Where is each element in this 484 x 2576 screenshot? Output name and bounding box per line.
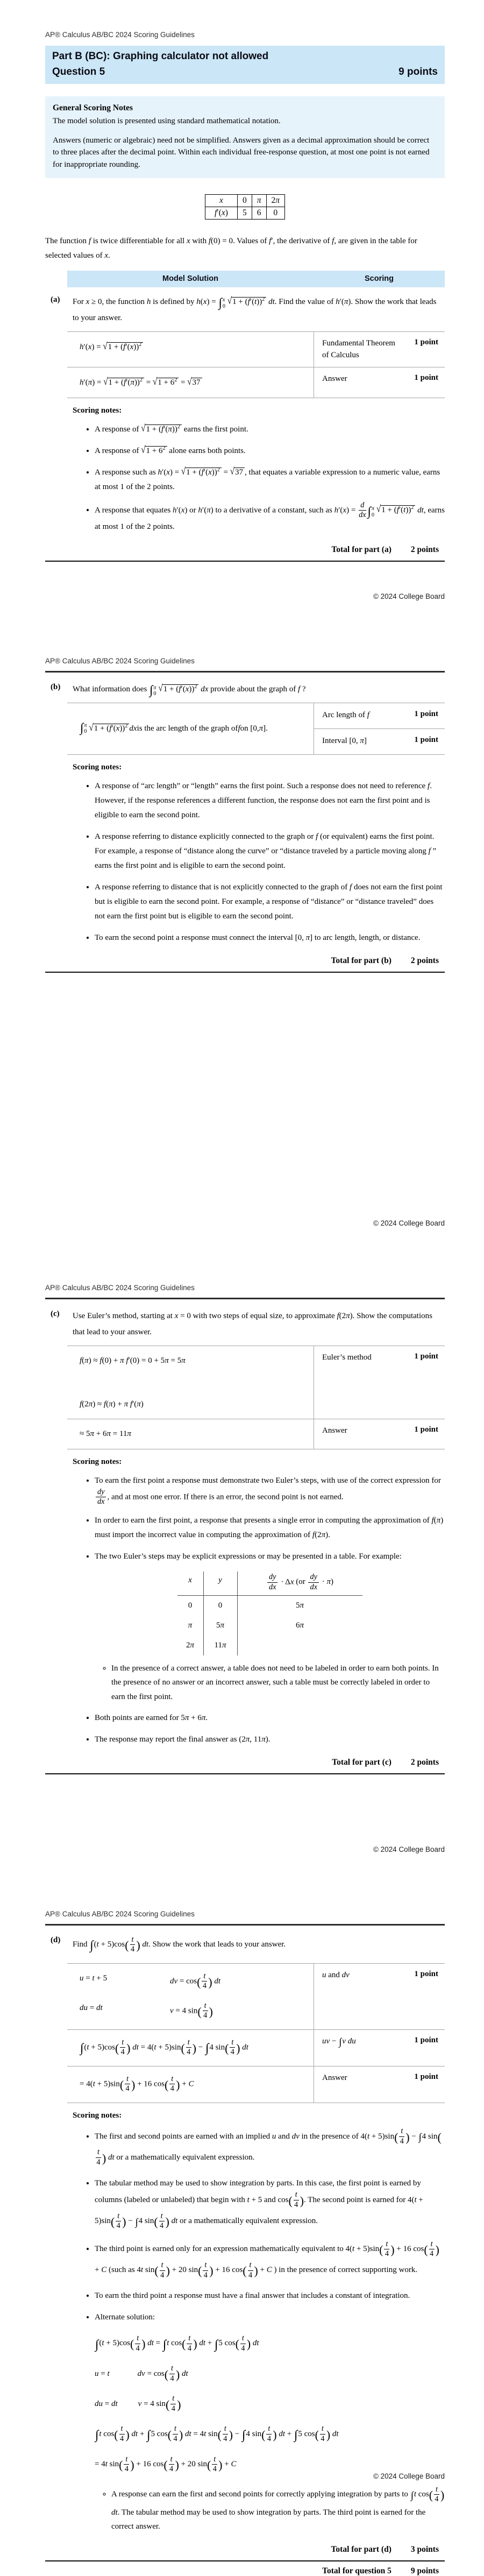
banner-points: 9 points [398, 66, 438, 77]
scoring-note: • To earn the third point a response must have a final answer that includes a constant of integration. [95, 2289, 445, 2303]
table-row [205, 195, 284, 207]
scoring-points: 1 point [414, 735, 438, 744]
scoring-cell [314, 729, 445, 754]
scoring-note: • A response of $√1 + 6^2$ alone earns both points. [95, 444, 445, 458]
table-row [67, 367, 445, 398]
scoring-note: • In order to earn the first point, a response that presents a single error in computing the approximation of f(π) must import the incorrect value in computing the approximation of f(2π). [95, 1513, 445, 1542]
total-points: 9 points [410, 2566, 439, 2575]
scoring-label: Euler’s method [322, 1353, 372, 1362]
part-d-total [45, 2545, 445, 2554]
total-points: 2 points [410, 1757, 439, 1767]
scoring-note: • A response of $√1 + (f'(\pi))^2$ earns the first point. [95, 422, 445, 437]
alt-line: ∫(t + 5)cos( $\frac{t}{4}$ ) dt = ∫t cos( $\frac{t}{4}$ ) dt + ∫5 cos( $\frac{t}{4}$ ) dt [95, 2334, 259, 2353]
part-b-solution-table [67, 703, 445, 755]
scoring-points: 1 point [414, 710, 438, 719]
v-definition: v = 4 sin( $\frac{t}{4}$ ) [170, 2001, 213, 2020]
scoring-label: Interval [0, π] [322, 736, 367, 745]
solution-cell [67, 1964, 314, 2029]
sub-note: ◦ A response can earn the first and second points for correctly applying integration by parts to ∫t cos( $\frac{t}{4}$ ) dt. The tabular method may be used to show integration by parts. The third point is earned for the correct answer. [111, 2485, 445, 2534]
u-dv-grid [80, 1972, 308, 2021]
scoring-note: • A response referring to distance that is not explicitly connected to the graph of f does not earn the first point but is eligible to earn the second point. For example, a response of “distance” or “distance traveled” does not earn the first point but is eligible to earn the second point. [95, 880, 445, 924]
values-x-2: 2π [266, 195, 285, 207]
table-row [67, 2067, 445, 2103]
copyright-footer: © 2024 College Board [373, 2472, 445, 2480]
alt-line: u = t dv = cos( $\frac{t}{4}$ ) dt [95, 2364, 188, 2383]
euler-cell [238, 1636, 362, 1655]
euler-step-1: f(π) ≈ f(0) + π f′(0) = 0 + 5π = 5π [80, 1356, 186, 1365]
part-a [51, 294, 445, 534]
page-2 [0, 626, 484, 1253]
euler-cell: 0 [203, 1596, 238, 1616]
table-row [67, 1419, 445, 1449]
euler-step-2: f(2π) ≈ f(π) + π f′(π) [80, 1399, 144, 1409]
total-points: 2 points [410, 545, 439, 555]
values-x-1: π [252, 195, 266, 207]
alt-line: = 4t sin( $\frac{t}{4}$ ) + 16 cos( $\frac{t}{4}$ ) + 20 sin( $\frac{t}{4}$ ) + C [95, 2454, 237, 2474]
scoring-column [314, 703, 445, 754]
scoring-note: • A response that equates h′(x) or h′(π) to a derivative of a constant, such as h′(x) = $\frac{d}{dx}$ ∫ π 0 $√1 + (f'(t))^2$ dt, earns at most 1 of the 2 points. [95, 501, 445, 534]
values-fprime-label: f′(x) [205, 207, 237, 220]
total-points: 3 points [410, 2544, 439, 2554]
copyright-footer: © 2024 College Board [373, 1845, 445, 1853]
scoring-note: • A response referring to distance explicitly connected to the graph or f (or equivalent) earns the first point. For example, a response of “distance along the curve” or “distance traveled by a particle moving along f ” earns the first point and is eligible to earn the second point. [95, 830, 445, 873]
alt-line: ∫t cos( $\frac{t}{4}$ ) dt + ∫5 cos( $\frac{t}{4}$ ) dt = 4t sin( $\frac{t}{4}$ ) − ∫4 sin( $\frac{t}{4}$ ) dt + ∫5 cos( $\frac{t}{4}$ ) dt [95, 2424, 339, 2444]
total-label: Total for part (b) [331, 956, 392, 965]
part-c-label: (c) [51, 1310, 60, 1318]
scoring-note: • The tabular method may be used to show integration by parts. In this case, the first point is earned by columns (labeled or unlabeled) that begin with t + 5 and cos( $\frac{t}{4}$ ). The second point is earned for 4(t + 5)sin( $\frac{t}{4}$ ) − ∫4 sin( $\frac{t}{4}$ ) dt or a mathematically equivalent expression. [95, 2176, 445, 2233]
scoring-points: 1 point [414, 1425, 438, 1434]
scoring-note: • To earn the first point a response must demonstrate two Euler’s steps, with use of the correct expression for $\frac{dy}{dx}$ , and at most one error. If there is an error, the second point is not earned. [95, 1474, 445, 1506]
solution-cell: ∫(t + 5)cos( $\frac{t}{4}$ ) dt = 4(t + 5)sin( $\frac{t}{4}$ ) − ∫4 sin( $\frac{t}{4}$ ) dt [80, 2037, 248, 2057]
divider [45, 671, 445, 673]
solution-cell: $h'(x) = √1 + (f'(x))^2$ [67, 332, 314, 367]
scoring-label: u and dv [322, 1970, 350, 1979]
divider [45, 1773, 445, 1774]
doc-title: AP® Calculus AB/BC 2024 Scoring Guidelines [45, 31, 195, 39]
part-b-question: What information does ∫ π 0 $√1 + (f'(x))^2$ dx provide about the graph of f ? [73, 683, 306, 698]
general-notes-title: General Scoring Notes [53, 103, 133, 112]
scoring-note: • Both points are earned for 5π + 6π. [95, 1711, 445, 1725]
copyright-footer: © 2024 College Board [373, 592, 445, 600]
scoring-notes-list [73, 1474, 445, 1747]
sub-note: ◦ In the presence of a correct answer, a table does not need to be labeled in order to earn both points. In the presence of no answer or an incorrect answer, such a table must be correctly labeled in order to earn the first point. [111, 1661, 445, 1704]
note-text: The two Euler’s steps may be explicit expressions or may be presented in a table. For example: [95, 1552, 402, 1561]
scoring-cell [314, 367, 445, 398]
dv-definition: dv = cos( $\frac{t}{4}$ ) dt [170, 1971, 221, 1991]
scoring-points: 1 point [414, 1352, 438, 1361]
scoring-label: Arc length of f [322, 711, 369, 720]
scoring-points: 1 point [414, 373, 438, 383]
scoring-label: Answer [322, 1426, 347, 1435]
divider [45, 2560, 445, 2561]
part-c-total [45, 1758, 445, 1767]
part-b-total [45, 956, 445, 966]
scoring-cell [314, 1419, 445, 1449]
euler-col-slope: $\frac{dy}{dx}$ · Δx (or $\frac{dy}{dx}$ · π) [238, 1572, 362, 1596]
part-c-solution-table [67, 1346, 445, 1449]
part-d [51, 1934, 445, 2534]
problem-intro: The function f is twice differentiable for all x with f(0) = 0. Values of f′, the derivative of f, are given in the table for selected values of x. [45, 237, 417, 260]
part-c-question: Use Euler’s method, starting at x = 0 with two steps of equal size, to approximate f(2π). Show the computations that lead to your answer. [73, 1312, 432, 1336]
part-d-label: (d) [51, 1936, 61, 1944]
scoring-note: • The response may report the final answer as (2π, 11π). [95, 1732, 445, 1747]
divider [45, 1298, 445, 1299]
doc-title: AP® Calculus AB/BC 2024 Scoring Guidelines [45, 1910, 195, 1918]
divider [45, 972, 445, 973]
values-f-0: 5 [237, 207, 252, 220]
table-row [67, 332, 445, 368]
part-a-label: (a) [51, 295, 60, 304]
scoring-cell [314, 2067, 445, 2103]
scoring-points: 1 point [414, 337, 438, 346]
scoring-cell [314, 1346, 445, 1419]
total-points: 2 points [410, 956, 439, 965]
page-4 [0, 1879, 484, 2575]
part-d-question: Find ∫(t + 5)cos( $\frac{t}{4}$ ) dt. Show the work that leads to your answer. [73, 1935, 286, 1954]
model-solution-header: Model Solution [162, 274, 218, 283]
euler-cell: 6π [295, 1621, 304, 1630]
part-banner [45, 46, 445, 84]
solution-cell: ≈ 5π + 6π = 11π [80, 1429, 131, 1438]
euler-cell: 11π [203, 1636, 238, 1655]
scoring-note: • To earn the second point a response must connect the interval [0, π] to arc length, length, or distance. [95, 931, 445, 945]
scoring-notes-title: Scoring notes: [73, 1457, 122, 1466]
scoring-notes-title: Scoring notes: [73, 2111, 122, 2120]
scoring-note: • The first and second points are earned with an implied u and dv in the presence of 4(t + 5)sin( $\frac{t}{4}$ ) − ∫4 sin( $\frac{t}{4}$ ) dt or a mathematically equivalent expression. [95, 2127, 445, 2169]
page-3 [0, 1253, 484, 1879]
values-x-0: 0 [237, 195, 252, 207]
euler-cell: 5π [203, 1616, 238, 1636]
scoring-note: • A response such as $h'(x) = √1 + (f'(x))^2 = √37$ , that equates a variable expression to a numeric value, earns at most 1 of the 2 points. [95, 465, 445, 494]
scoring-note [95, 1549, 445, 1704]
solution-table-header [67, 271, 445, 287]
scoring-points: 1 point [414, 2072, 438, 2081]
table-row [67, 2030, 445, 2067]
scoring-points: 1 point [414, 2035, 438, 2044]
part-a-question: For x ≥ 0, the function h is defined by h(x) = ∫ x 0 $√1 + (f'(t))^2$ dt. Find the value of h′(π). Show the work that leads to your answer. [73, 295, 437, 322]
solution-cell [67, 1346, 314, 1419]
euler-example-table [177, 1572, 362, 1655]
table-row [67, 1964, 445, 2030]
general-notes-p2: Answers (numeric or algebraic) need not be simplified. Answers given as a decimal approximation should be correct to three places after the decimal point. Within each individual free-response question, at most one point is not earned for inappropriate rounding. [53, 136, 430, 169]
scoring-label: Fundamental Theorem of Calculus [322, 338, 395, 359]
values-x-label: x [205, 195, 237, 207]
divider [45, 1924, 445, 1926]
solution-cell: = 4(t + 5)sin( $\frac{t}{4}$ ) + 16 cos( $\frac{t}{4}$ ) + C [80, 2074, 194, 2093]
scoring-note [95, 2310, 445, 2533]
part-b-label: (b) [51, 683, 61, 691]
table-row [67, 1346, 445, 1419]
scoring-notes-title: Scoring notes: [73, 406, 122, 415]
solution-cell: $h'(\pi) = √1 + (f'(\pi))^2 = √1 + 6^2 = √37$ [67, 367, 314, 398]
u-definition: u = t + 5 [80, 1973, 108, 1983]
scoring-label: uv − ∫v du [322, 2036, 356, 2048]
scoring-cell [314, 703, 445, 729]
doc-title: AP® Calculus AB/BC 2024 Scoring Guidelines [45, 657, 195, 665]
scoring-note: • The third point is earned only for an expression mathematically equivalent to 4(t + 5)sin( $\frac{t}{4}$ ) + 16 cos( $\frac{t}{4}$ ) + C (such as 4t sin( $\frac{t}{4}$ ) + 20 sin( $\frac{t}{4}$ ) + 16 cos( $\frac{t}{4}$ ) + C ) in the presence of correct supporting work. [95, 2240, 445, 2282]
solution-cell: ∫ π 0 $√1 + (f'(x))^2$ dx is the arc length of the graph of f on [0, π ]. [80, 721, 268, 735]
du-definition: du = dt [80, 2003, 103, 2012]
divider [45, 561, 445, 562]
scoring-cell [314, 2030, 445, 2066]
total-label: Total for part (c) [332, 1757, 392, 1767]
scoring-note: • A response of “arc length” or “length” earns the first point. Such a response does not need to reference f. However, if the response references a different function, the response does not earn the first point and is eligible to earn the second point. [95, 779, 445, 823]
euler-cell: 2π [186, 1641, 194, 1650]
alternate-solution-block [95, 2334, 445, 2476]
table-row [205, 207, 284, 220]
part-a-solution-table [67, 331, 445, 398]
total-label: Total for part (a) [331, 545, 392, 555]
sub-notes-list [95, 1661, 445, 1704]
values-f-2: 0 [266, 207, 285, 220]
banner-title: Part B (BC): Graphing calculator not allowed [52, 51, 269, 62]
scoring-label: Answer [322, 374, 347, 384]
euler-col-y: y [203, 1572, 238, 1596]
scoring-points: 1 point [414, 1969, 438, 1978]
scoring-label: Answer [322, 2073, 347, 2082]
scoring-notes-list [73, 422, 445, 534]
part-c [51, 1308, 445, 1747]
alt-line: du = dt v = 4 sin( $\frac{t}{4}$ ) [95, 2394, 181, 2413]
doc-title: AP® Calculus AB/BC 2024 Scoring Guidelines [45, 1284, 195, 1292]
euler-cell: π [188, 1621, 193, 1630]
part-a-total [45, 545, 445, 555]
general-scoring-notes [45, 96, 445, 178]
scoring-header: Scoring [365, 274, 394, 283]
banner-question-number: Question 5 [52, 66, 105, 77]
general-notes-p1: The model solution is presented using standard mathematical notation. [53, 117, 281, 126]
euler-cell: 5π [295, 1601, 304, 1610]
scoring-cell [314, 332, 445, 367]
sub-notes-list [95, 2485, 445, 2534]
euler-col-x: x [177, 1572, 203, 1596]
total-label: Total for part (d) [331, 2544, 392, 2554]
page-1 [0, 0, 484, 626]
alternate-solution-title: Alternate solution: [95, 2313, 155, 2322]
scoring-cell [314, 1964, 445, 2029]
total-label: Total for question 5 [322, 2566, 392, 2575]
euler-cell: 0 [188, 1601, 193, 1610]
part-b [51, 681, 445, 945]
values-f-1: 6 [252, 207, 266, 220]
part-d-solution-table [67, 1963, 445, 2103]
question-total [45, 2566, 445, 2576]
scoring-notes-list [73, 779, 445, 945]
scoring-notes-title: Scoring notes: [73, 762, 122, 772]
values-table [205, 194, 285, 220]
copyright-footer: © 2024 College Board [373, 1219, 445, 1227]
